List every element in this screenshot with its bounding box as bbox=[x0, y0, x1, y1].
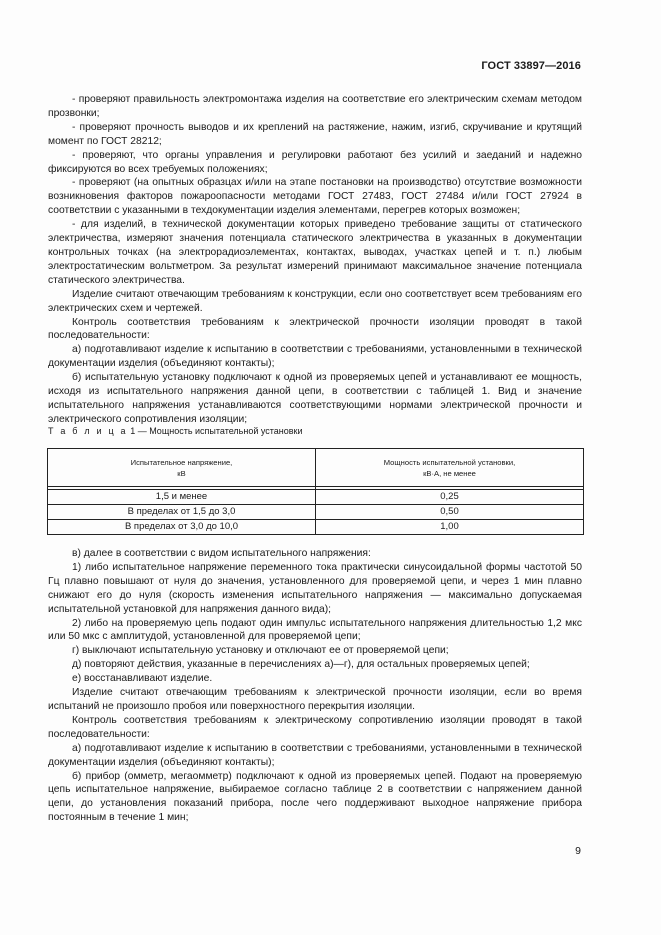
table-caption bbox=[48, 425, 303, 437]
table-caption-text: 1 — Мощность испытательной установки bbox=[127, 426, 303, 436]
col1-header-line1: Испытательное напряжение, bbox=[130, 457, 233, 467]
paragraph: а) подготавливают изделие к испытанию в соответствии с требованиями, установленными в технической документации изделия (объединяют контакты); bbox=[48, 344, 582, 370]
paragraph: г) выключают испытательную установку и отключают ее от проверяемой цепи; bbox=[72, 645, 449, 657]
col1-header-line2: кВ bbox=[177, 468, 186, 478]
paragraph: а) подготавливают изделие к испытанию в соответствии с требованиями, установленными в технической документации изделия (объединяют контакты); bbox=[48, 742, 582, 768]
document-header: ГОСТ 33897—2016 bbox=[481, 60, 581, 72]
paragraph: Изделие считают отвечающим требованиям к конструкции, если оно соответствует всем требованиям его электрических схем и чертежей. bbox=[48, 288, 582, 314]
cell-voltage: В пределах от 1,5 до 3,0 bbox=[48, 505, 316, 520]
cell-voltage: В пределах от 3,0 до 10,0 bbox=[48, 520, 316, 535]
column-header-power bbox=[316, 449, 584, 487]
paragraph: 2) либо на проверяемую цепь подают один импульс испытательного напряжения длительностью 1,2 мкс или 50 мкс с амплитудой, установленной для проверяемой цепи; bbox=[48, 617, 582, 643]
paragraph: Контроль соответствия требованиям к электрическому сопротивлению изоляции проводят в такой последовательности: bbox=[48, 714, 582, 740]
table-caption-prefix: Т а б л и ц а bbox=[48, 426, 128, 436]
paragraph: Изделие считают отвечающим требованиям к электрической прочности изоляции, если во время испытаний не произошло пробоя или поверхностного перекрытия изоляции. bbox=[48, 687, 582, 712]
column-header-voltage bbox=[48, 449, 316, 487]
power-table bbox=[47, 448, 584, 535]
paragraph: - проверяют, что органы управления и регулировки работают без усилий и заеданий и надежно фиксируются во всех требуемых положениях; bbox=[48, 149, 582, 175]
cell-power: 0,25 bbox=[316, 490, 584, 505]
cell-voltage: 1,5 и менее bbox=[48, 490, 316, 505]
cell-power: 1,00 bbox=[316, 520, 584, 535]
paragraph: б) прибор (омметр, мегаомметр) подключают к одной из проверяемых цепей. Подают на проверяемую цепь испытательное напряжение, выбираемое согласно таблице 2 в соответствии с напряжением данной цепи, до установления показаний прибора, после чего поддерживают выходное напряжение прибора постоянным в течение 1 мин; bbox=[48, 770, 582, 824]
paragraph: е) восстанавливают изделие. bbox=[72, 673, 213, 685]
paragraph: в) далее в соответствии с видом испытательного напряжения: bbox=[72, 548, 371, 559]
body-text-top bbox=[48, 93, 582, 427]
col2-header-line2: кВ·А, не менее bbox=[423, 468, 476, 478]
table-row bbox=[48, 505, 584, 520]
table-header-row bbox=[48, 449, 584, 487]
table-row bbox=[48, 490, 584, 505]
paragraph: б) испытательную установку подключают к одной из проверяемых цепей и устанавливают ее мощность, исходя из испытательного напряжения данной цепи, в соответствии с таблицей 1. Вид и значение испытательного напряжения устанавливаются соответствующими нормами электрической прочности и электрического сопротивления изоляции; bbox=[48, 372, 582, 425]
paragraph: - для изделий, в технической документации которых приведено требование защиты от статического электричества, измеряют значения потенциала статического электричества в указанных в документации контрольных точках (на электрорадиоэлементах, контактах, выводах, участках цепей и т. п.) любым электростатическим вольтметром. За результат измерений принимают максимальное значение потенциала статического электричества. bbox=[48, 219, 582, 286]
paragraph: д) повторяют действия, указанные в перечислениях а)—г), для остальных проверяемых цепей; bbox=[72, 659, 530, 671]
paragraph: - проверяют прочность выводов и их креплений на растяжение, нажим, изгиб, скручивание и крутящий момент по ГОСТ 28212; bbox=[48, 121, 582, 147]
page-number: 9 bbox=[575, 845, 581, 857]
body-text-bottom bbox=[48, 547, 582, 825]
paragraph: - проверяют (на опытных образцах и/или на этапе постановки на производство) отсутствие возможности возникновения факторов пожароопасности методами ГОСТ 27483, ГОСТ 27484 и/или ГОСТ 27924 в соответствии с указанными в техдокументации изделия элементами, перегрев которых возможен; bbox=[48, 177, 582, 217]
table-row bbox=[48, 520, 584, 535]
col2-header-line1: Мощность испытательной установки, bbox=[383, 457, 516, 467]
paragraph: Контроль соответствия требованиям к электрической прочности изоляции проводят в такой последовательности: bbox=[48, 316, 582, 342]
paragraph: - проверяют правильность электромонтажа изделия на соответствие его электрическим схемам методом прозвонки; bbox=[48, 94, 582, 119]
paragraph: 1) либо испытательное напряжение переменного тока практически синусоидальной формы частотой 50 Гц плавно повышают от нуля до значения, установленного для проверяемой цепи, и через 1 мин плавно снижают его до нуля (скорость изменения испытательного напряжения — максимально допускаемая испытательной установкой для напряжения данного вида); bbox=[48, 561, 582, 615]
cell-power: 0,50 bbox=[316, 505, 584, 520]
